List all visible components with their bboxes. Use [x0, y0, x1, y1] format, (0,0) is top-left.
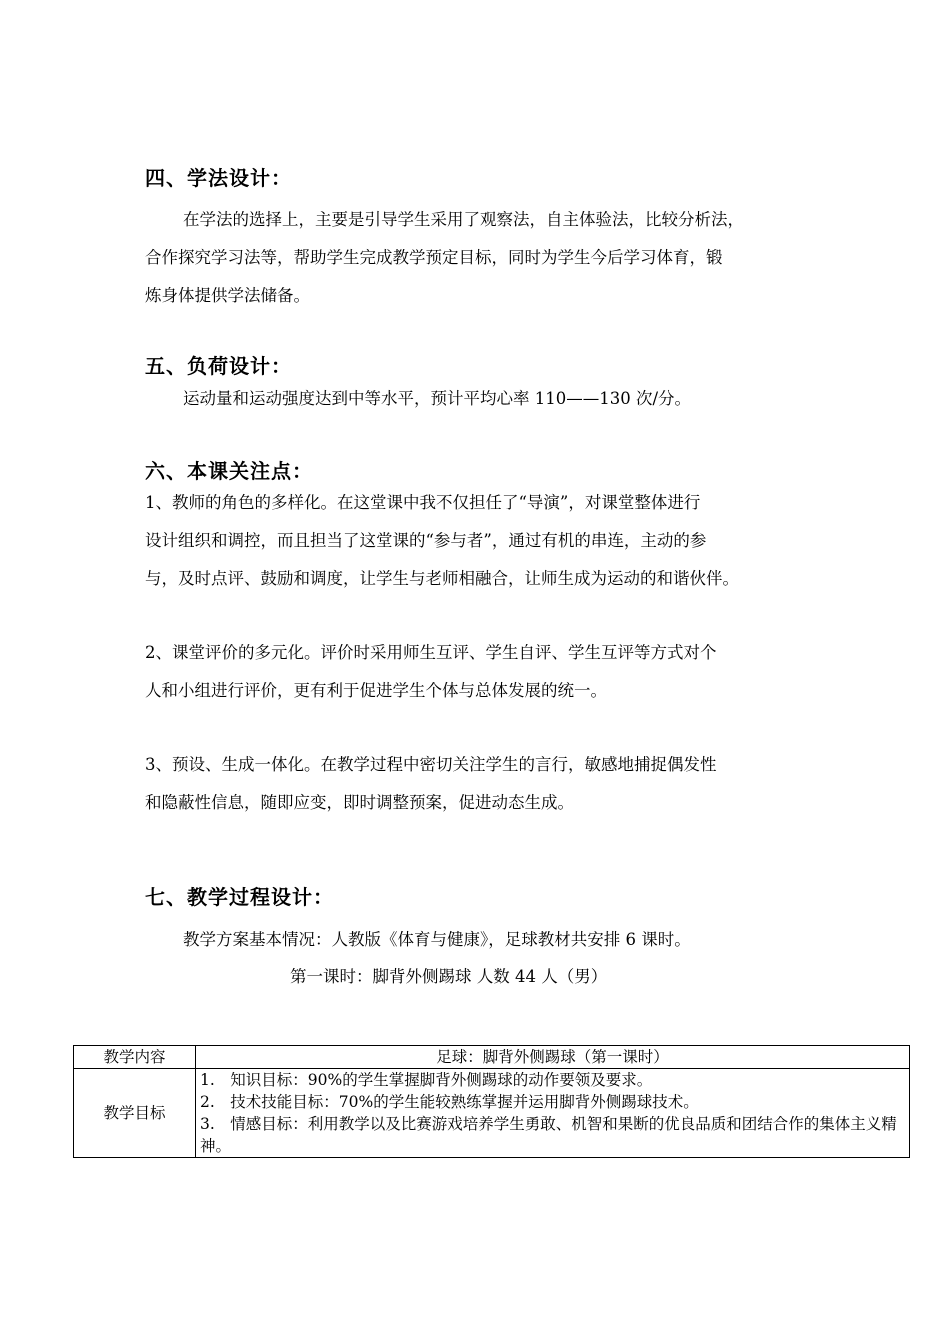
point-2-line-1: 2、课堂评价的多元化。评价时采用师生互评、学生自评、学生互评等方式对个 — [145, 643, 717, 662]
point-1-line-1: 1、教师的角色的多样化。在这堂课中我不仅担任了“导演”，对课堂整体进行 — [145, 493, 701, 512]
section-5-heading: 五、负荷设计： — [145, 354, 292, 378]
lesson-table — [73, 1045, 910, 1158]
goal-item: 3. 情感目标：利用教学以及比赛游戏培养学生勇敢、机智和果断的优良品质和团结合作的集体主义精神。 — [200, 1115, 897, 1155]
point-3-line-2: 和隐蔽性信息，随即应变，即时调整预案，促进动态生成。 — [145, 793, 574, 812]
section-7-heading: 七、教学过程设计： — [145, 885, 334, 909]
section-4-line-3: 炼身体提供学法储备。 — [145, 286, 310, 305]
section-4-line-2: 合作探究学习法等，帮助学生完成教学预定目标，同时为学生今后学习体育，锻 — [145, 248, 723, 267]
point-1-line-3: 与，及时点评、鼓励和调度，让学生与老师相融合，让师生成为运动的和谐伙伴。 — [145, 569, 739, 588]
lesson-line: 第一课时：脚背外侧踢球 人数 44 人（男） — [290, 967, 608, 986]
basic-info-line: 教学方案基本情况：人教版《体育与健康》，足球教材共安排 6 课时。 — [183, 930, 691, 949]
point-2-line-2: 人和小组进行评价，更有利于促进学生个体与总体发展的统一。 — [145, 681, 607, 700]
table-row — [74, 1046, 910, 1069]
row-label-content: 教学内容 — [74, 1046, 196, 1069]
goals-cell — [196, 1069, 910, 1158]
section-4-line-1: 在学法的选择上，主要是引导学生采用了观察法，自主体验法，比较分析法， — [183, 210, 744, 229]
section-6-heading: 六、本课关注点： — [145, 459, 313, 483]
goal-item: 2. 技术技能目标：70%的学生能较熟练掌握并运用脚背外侧踢球技术。 — [200, 1093, 699, 1111]
section-5-line: 运动量和运动强度达到中等水平，预计平均心率 110——130 次/分。 — [183, 389, 692, 408]
point-1-line-2: 设计组织和调控，而且担当了这堂课的“参与者”，通过有机的串连，主动的参 — [145, 531, 707, 550]
goal-item: 1. 知识目标：90%的学生掌握脚背外侧踢球的动作要领及要求。 — [200, 1071, 653, 1089]
row-value-content: 足球：脚背外侧踢球（第一课时） — [196, 1046, 910, 1069]
point-3-line-1: 3、预设、生成一体化。在教学过程中密切关注学生的言行，敏感地捕捉偶发性 — [145, 755, 717, 774]
row-label-goals: 教学目标 — [74, 1069, 196, 1158]
table-row — [74, 1069, 910, 1158]
section-4-heading: 四、学法设计： — [145, 166, 292, 190]
